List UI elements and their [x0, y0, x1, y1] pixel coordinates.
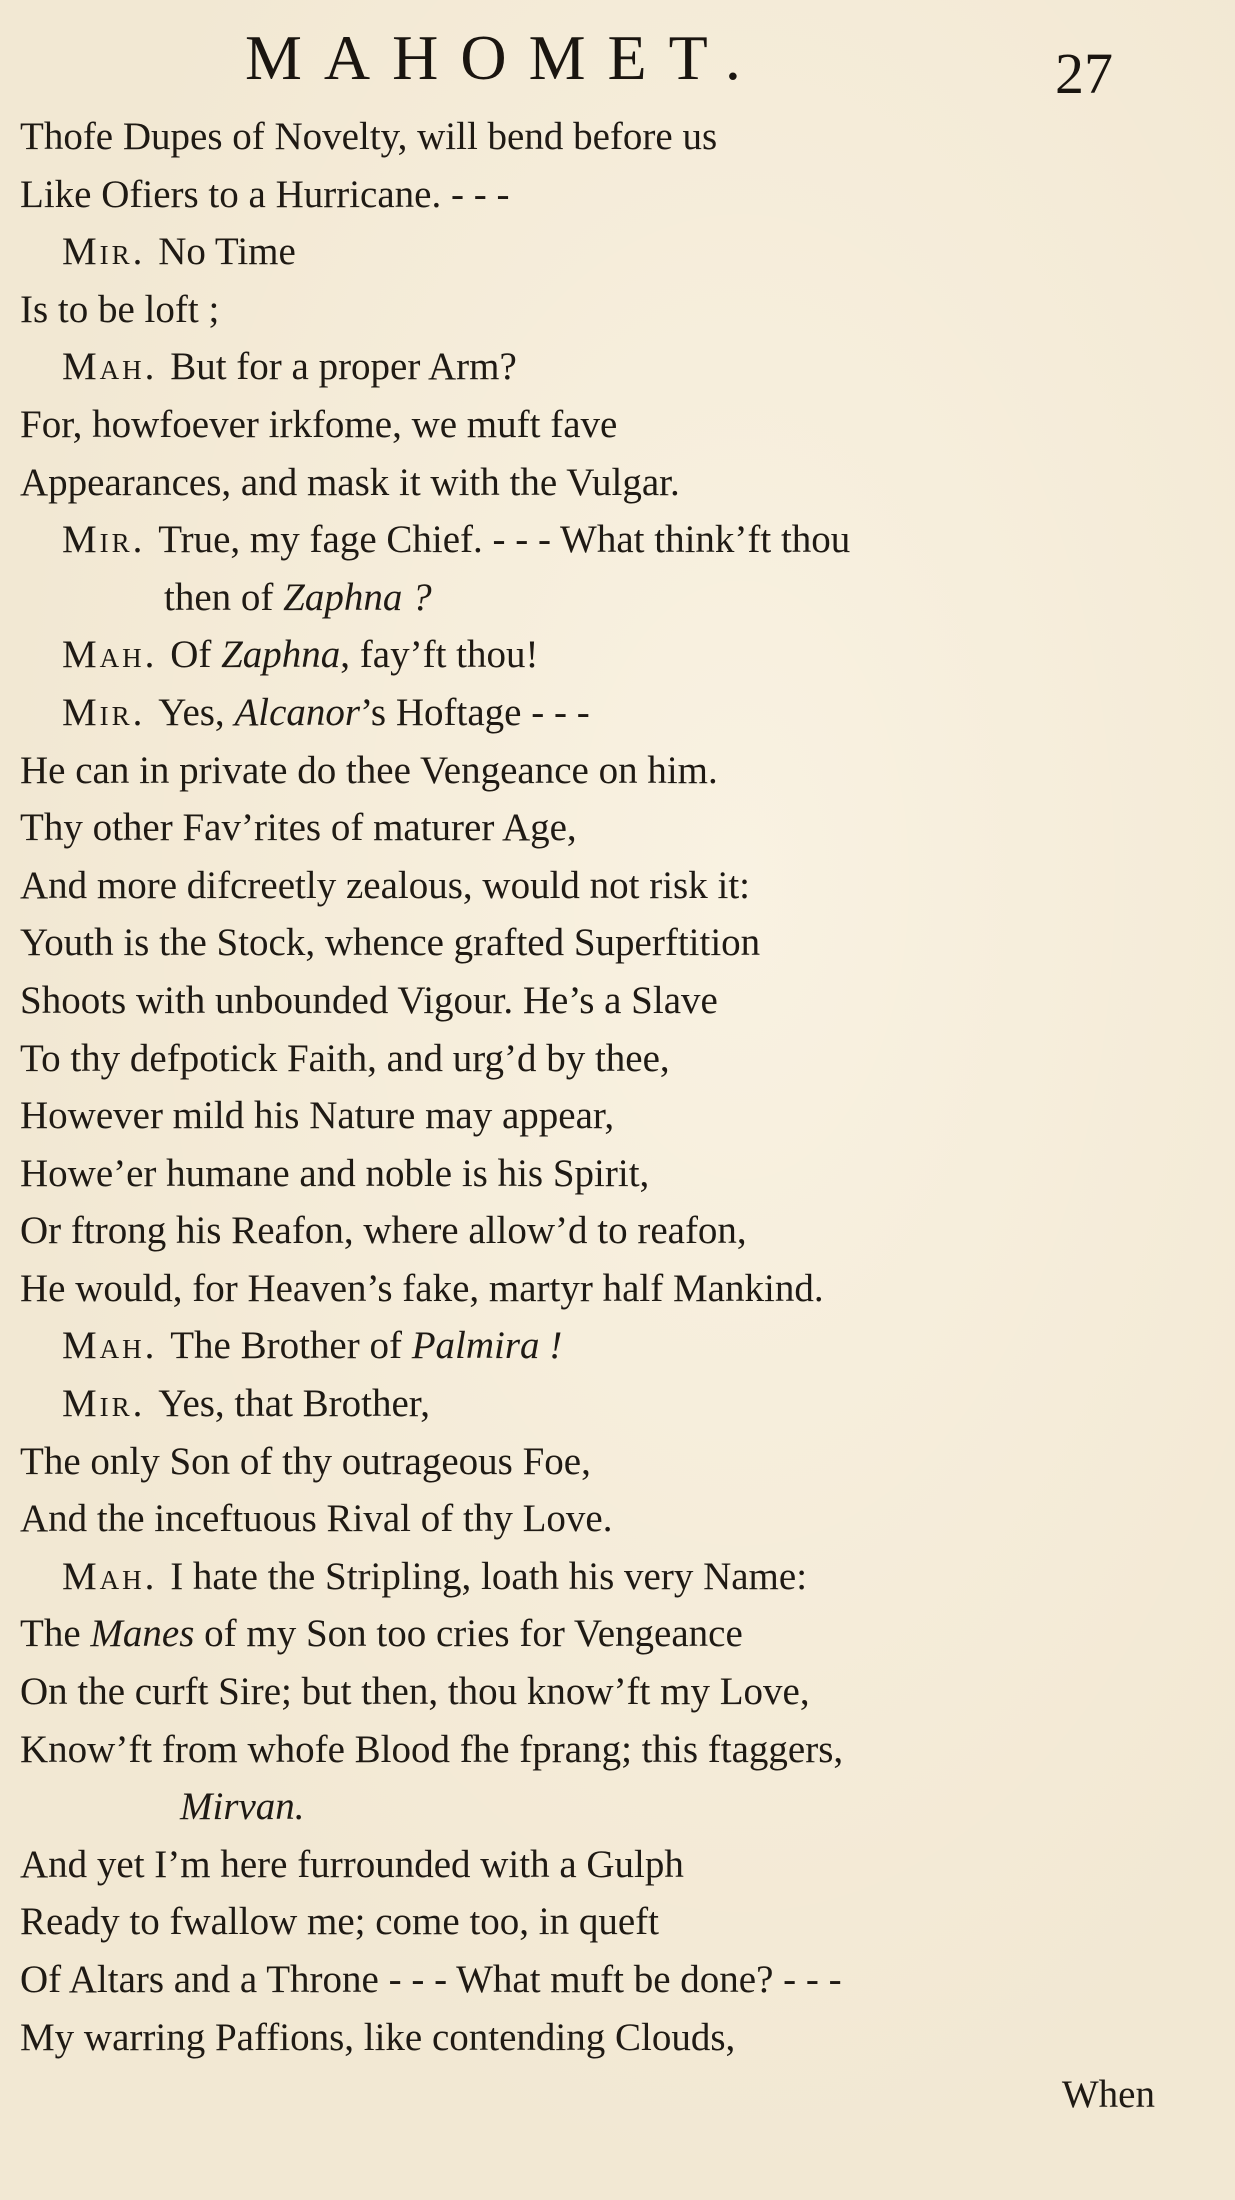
verse-line — [20, 857, 1200, 915]
speech-line — [20, 684, 1200, 742]
line-text: The — [20, 1612, 91, 1656]
verse-line — [20, 454, 1200, 512]
speaker-name: Mah. — [62, 1554, 158, 1598]
page-header — [0, 18, 1235, 108]
speech-line — [20, 223, 1200, 281]
italic-name: Palmira ! — [411, 1324, 563, 1368]
line-text: My warring Paffions, like contending Clouds, — [20, 2015, 736, 2059]
speaker-name: Mir. — [62, 230, 146, 274]
line-text: The Brother of — [170, 1324, 412, 1368]
verse-line — [20, 396, 1200, 454]
line-text: of my Son too cries for Vengeance — [194, 1612, 743, 1656]
verse-line — [20, 1721, 1200, 1779]
italic-name: Zaphna — [221, 633, 341, 677]
line-text: Of — [170, 633, 222, 677]
speaker-name: Mah. — [62, 345, 158, 389]
speaker-name: Mir. — [62, 1382, 146, 1426]
verse-line — [20, 2066, 1200, 2124]
line-text: He would, for Heaven’s fake, martyr half Mankind. — [20, 1266, 824, 1310]
speech-line — [20, 338, 1200, 396]
verse-line — [20, 166, 1200, 224]
verse-line — [20, 1893, 1200, 1951]
italic-name: Zaphna ? — [283, 575, 432, 619]
verse-line — [20, 1836, 1200, 1894]
verse-line — [20, 1951, 1200, 2009]
verse-line — [20, 1260, 1200, 1318]
line-text: The only Son of thy outrageous Foe, — [20, 1439, 591, 1483]
verse-line — [20, 1778, 1200, 1836]
line-text: then of — [164, 575, 284, 619]
line-text: Yes, — [158, 690, 235, 734]
italic-name: Manes — [90, 1612, 195, 1656]
verse-line — [20, 108, 1200, 166]
line-text: Appearances, and mask it with the Vulgar. — [20, 460, 680, 504]
verse-line — [20, 972, 1200, 1030]
running-title: MAHOMET. — [245, 22, 763, 93]
line-text: And the inceftuous Rival of thy Love. — [20, 1497, 613, 1541]
verse-line — [20, 799, 1200, 857]
line-text: Thofe Dupes of Novelty, will bend before us — [20, 115, 718, 158]
line-text: Howe’er humane and noble is his Spirit, — [20, 1151, 650, 1195]
italic-name: Mirvan. — [180, 1785, 305, 1829]
line-text: Is to be loft ; — [20, 287, 220, 331]
speaker-name: Mah. — [62, 1324, 158, 1368]
line-text: But for a proper Arm? — [170, 345, 517, 389]
line-text: And more difcreetly zealous, would not risk it: — [20, 863, 750, 907]
verse-line — [20, 1030, 1200, 1088]
verse-line — [20, 1433, 1200, 1491]
line-text: Know’ft from whofe Blood fhe fprang; this ftaggers, — [20, 1727, 844, 1771]
speech-line — [20, 1375, 1200, 1433]
line-text: Thy other Fav’rites of maturer Age, — [20, 806, 577, 850]
line-text: For, howfoever irkfome, we muft fave — [20, 402, 618, 446]
line-text: And yet I’m here furrounded with a Gulph — [20, 1842, 684, 1886]
speech-line — [20, 1548, 1200, 1606]
line-text: Youth is the Stock, whence grafted Superftition — [20, 921, 761, 965]
verse-line — [20, 1663, 1200, 1721]
line-text: Yes, that Brother, — [158, 1382, 430, 1426]
verse-line — [20, 1202, 1200, 1260]
line-text: Ready to fwallow me; come too, in queft — [20, 1900, 660, 1944]
line-text: Of Altars and a Throne - - - What muft be done? - - - — [20, 1958, 842, 2001]
speaker-name: Mah. — [62, 633, 158, 677]
verse-line — [20, 1145, 1200, 1203]
line-text: On the curft Sire; but then, thou know’ft my Love, — [20, 1670, 810, 1714]
speech-line — [20, 626, 1200, 684]
speech-line — [20, 511, 1200, 569]
line-text: He can in private do thee Vengeance on him. — [20, 748, 718, 792]
verse-text — [20, 108, 1200, 2124]
verse-line — [20, 914, 1200, 972]
italic-name: Alcanor — [234, 690, 361, 734]
line-text: I hate the Stripling, loath his very Name: — [170, 1554, 808, 1598]
line-text: True, my fage Chief. - - - What think’ft thou — [158, 518, 851, 562]
line-text: Shoots with unbounded Vigour. He’s a Slave — [20, 978, 718, 1022]
speaker-name: Mir. — [62, 690, 146, 734]
verse-line — [20, 569, 1200, 627]
verse-line — [20, 281, 1200, 339]
line-text: Or ftrong his Reafon, where allow’d to reafon, — [20, 1209, 747, 1253]
line-text: ’s Hoftage - - - — [360, 690, 590, 734]
speaker-name: Mir. — [62, 518, 146, 562]
verse-line — [20, 1087, 1200, 1145]
line-text: However mild his Nature may appear, — [20, 1094, 615, 1138]
line-text: When — [1061, 2073, 1155, 2117]
verse-line — [20, 2009, 1200, 2067]
line-text: , fay’ft thou! — [340, 633, 539, 677]
verse-line — [20, 1490, 1200, 1548]
line-text: Like Ofiers to a Hurricane. - - - — [20, 172, 510, 216]
page-number: 27 — [1055, 41, 1113, 106]
line-text: To thy defpotick Faith, and urg’d by thee, — [20, 1036, 670, 1080]
speech-line — [20, 1317, 1200, 1375]
line-text: No Time — [158, 230, 296, 274]
verse-line — [20, 1605, 1200, 1663]
verse-line — [20, 742, 1200, 800]
